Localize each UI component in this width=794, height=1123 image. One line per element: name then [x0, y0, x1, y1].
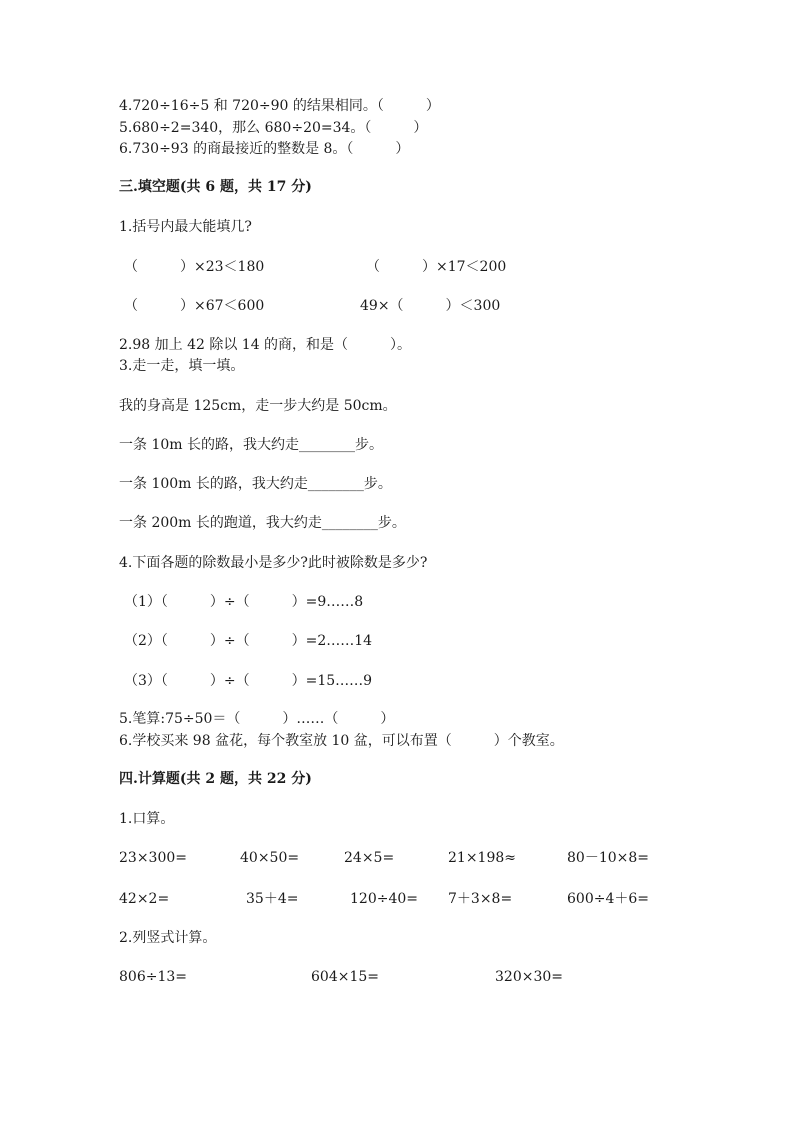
oral-calc-item: 7＋3×8=	[448, 891, 513, 907]
fill-q3-line1: 我的身高是 125cm，走一步大约是 50cm。	[119, 398, 397, 414]
oral-calc-item: 23×300=	[119, 850, 187, 866]
oral-calc-item: 42×2=	[119, 891, 170, 907]
fill-q3-line3: 一条 100m 长的路，我大约走________步。	[119, 476, 392, 492]
section3-title: 三.填空题(共 6 题，共 17 分)	[119, 179, 312, 195]
vertical-calc-item: 806÷13=	[119, 969, 187, 985]
fill-q3-line2: 一条 10m 长的路，我大约走________步。	[119, 437, 383, 453]
calc-q2: 2.列竖式计算。	[119, 930, 217, 946]
vertical-calc-item: 604×15=	[311, 969, 379, 985]
fill-q3: 3.走一走，填一填。	[119, 358, 245, 374]
fill-q4-row2: （2）（ ）÷（ ）=2……14	[124, 633, 373, 649]
oral-calc-item: 600÷4＋6=	[567, 891, 649, 907]
fill-q6: 6.学校买来 98 盆花，每个教室放 10 盆，可以布置（ ）个教室。	[119, 733, 564, 749]
fill-q1: 1.括号内最大能填几?	[119, 219, 252, 235]
oral-calc-item: 35＋4=	[246, 891, 299, 907]
oral-calc-item: 21×198≈	[448, 850, 516, 866]
fill-q3-line4: 一条 200m 长的跑道，我大约走________步。	[119, 515, 406, 531]
oral-calc-item: 40×50=	[240, 850, 300, 866]
vertical-calc-item: 320×30=	[495, 969, 563, 985]
fill-q4: 4.下面各题的除数最小是多少?此时被除数是多少?	[119, 555, 428, 571]
judge-q6: 6.730÷93 的商最接近的整数是 8。（ ）	[119, 141, 410, 157]
oral-calc-item: 120÷40=	[350, 891, 418, 907]
section4-title: 四.计算题(共 2 题，共 22 分)	[119, 771, 312, 787]
judge-q4: 4.720÷16÷5 和 720÷90 的结果相同。（ ）	[119, 98, 440, 114]
oral-calc-item: 80－10×8=	[567, 850, 649, 866]
fill-q1-d: 49×（ ）＜300	[360, 298, 501, 314]
calc-q1: 1.口算。	[119, 811, 175, 827]
oral-calc-item: 24×5=	[344, 850, 395, 866]
judge-q5: 5.680÷2=340，那么 680÷20=34。（ ）	[119, 120, 428, 136]
fill-q1-b: （ ）×17＜200	[366, 259, 507, 275]
fill-q5: 5.笔算:75÷50＝（ ）……（ ）	[119, 711, 395, 727]
fill-q4-row3: （3）（ ）÷（ ）=15……9	[124, 673, 373, 689]
fill-q1-c: （ ）×67＜600	[124, 298, 265, 314]
fill-q2: 2.98 加上 42 除以 14 的商，和是（ ）。	[119, 337, 412, 353]
fill-q4-row1: （1）（ ）÷（ ）=9……8	[124, 594, 364, 610]
fill-q1-a: （ ）×23＜180	[124, 259, 265, 275]
